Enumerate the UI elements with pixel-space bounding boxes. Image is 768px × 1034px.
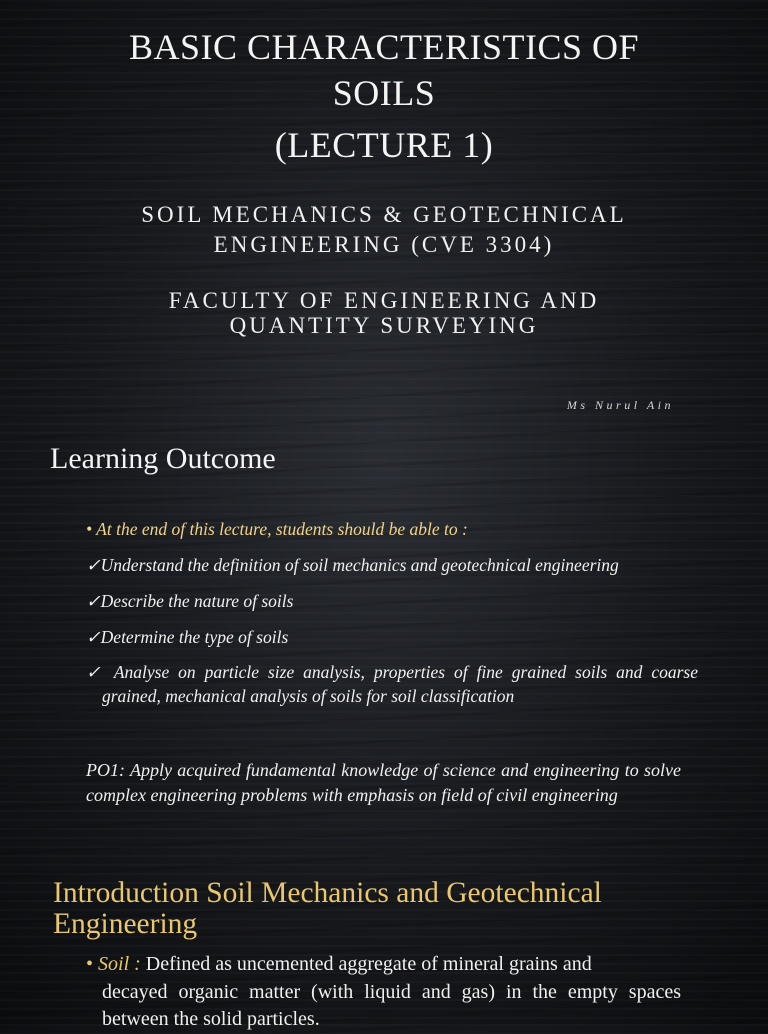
soil-definition-first-line <box>86 951 681 979</box>
author-name: Ms Nurul Ain <box>566 398 674 412</box>
bullet-mark: • <box>86 953 94 975</box>
lecture-title-line-2: SOILS <box>332 73 436 113</box>
course-name-line-2: ENGINEERING (CVE 3304) <box>213 232 555 257</box>
faculty-line-2: QUANTITY SURVEYING <box>229 313 539 338</box>
title-slide <box>0 0 768 428</box>
faculty-line-1: FACULTY OF ENGINEERING AND <box>168 288 600 313</box>
soil-term: Soil : <box>98 953 141 975</box>
program-outcome: PO1: Apply acquired fundamental knowledge of science and engineering to solve complex engineering problems with emphasis on field of civil engineering <box>86 760 681 805</box>
outcome-item-3: ✓Determine the type of soils <box>86 627 289 647</box>
soil-definition-text-1: Defined as uncemented aggregate of mineral grains and <box>145 953 592 975</box>
introduction-heading: Introduction Soil Mechanics and Geotechnical Engineering <box>53 877 602 940</box>
course-name-line-1: SOIL MECHANICS & GEOTECHNICAL <box>141 202 627 227</box>
outcome-item-2: ✓Describe the nature of soils <box>86 591 294 611</box>
lecture-title-line-1: BASIC CHARACTERISTICS OF <box>128 27 640 67</box>
soil-definition <box>86 951 681 1034</box>
outcome-item-1: ✓Understand the definition of soil mechanics and geotechnical engineering <box>86 555 619 575</box>
soil-definition-text-2: decayed organic matter (with liquid and gas) in the empty spaces between the solid particles. <box>102 980 681 1030</box>
outcome-intro: • At the end of this lecture, students should be able to : <box>86 519 468 539</box>
learning-outcome-heading: Learning Outcome <box>50 442 276 475</box>
outcome-item-4: ✓ Analyse on particle size analysis, properties of fine grained soils and coarse grained, mechanical analysis of soils for soil classification <box>86 662 698 706</box>
lecture-title-line-3: (LECTURE 1) <box>274 125 494 165</box>
